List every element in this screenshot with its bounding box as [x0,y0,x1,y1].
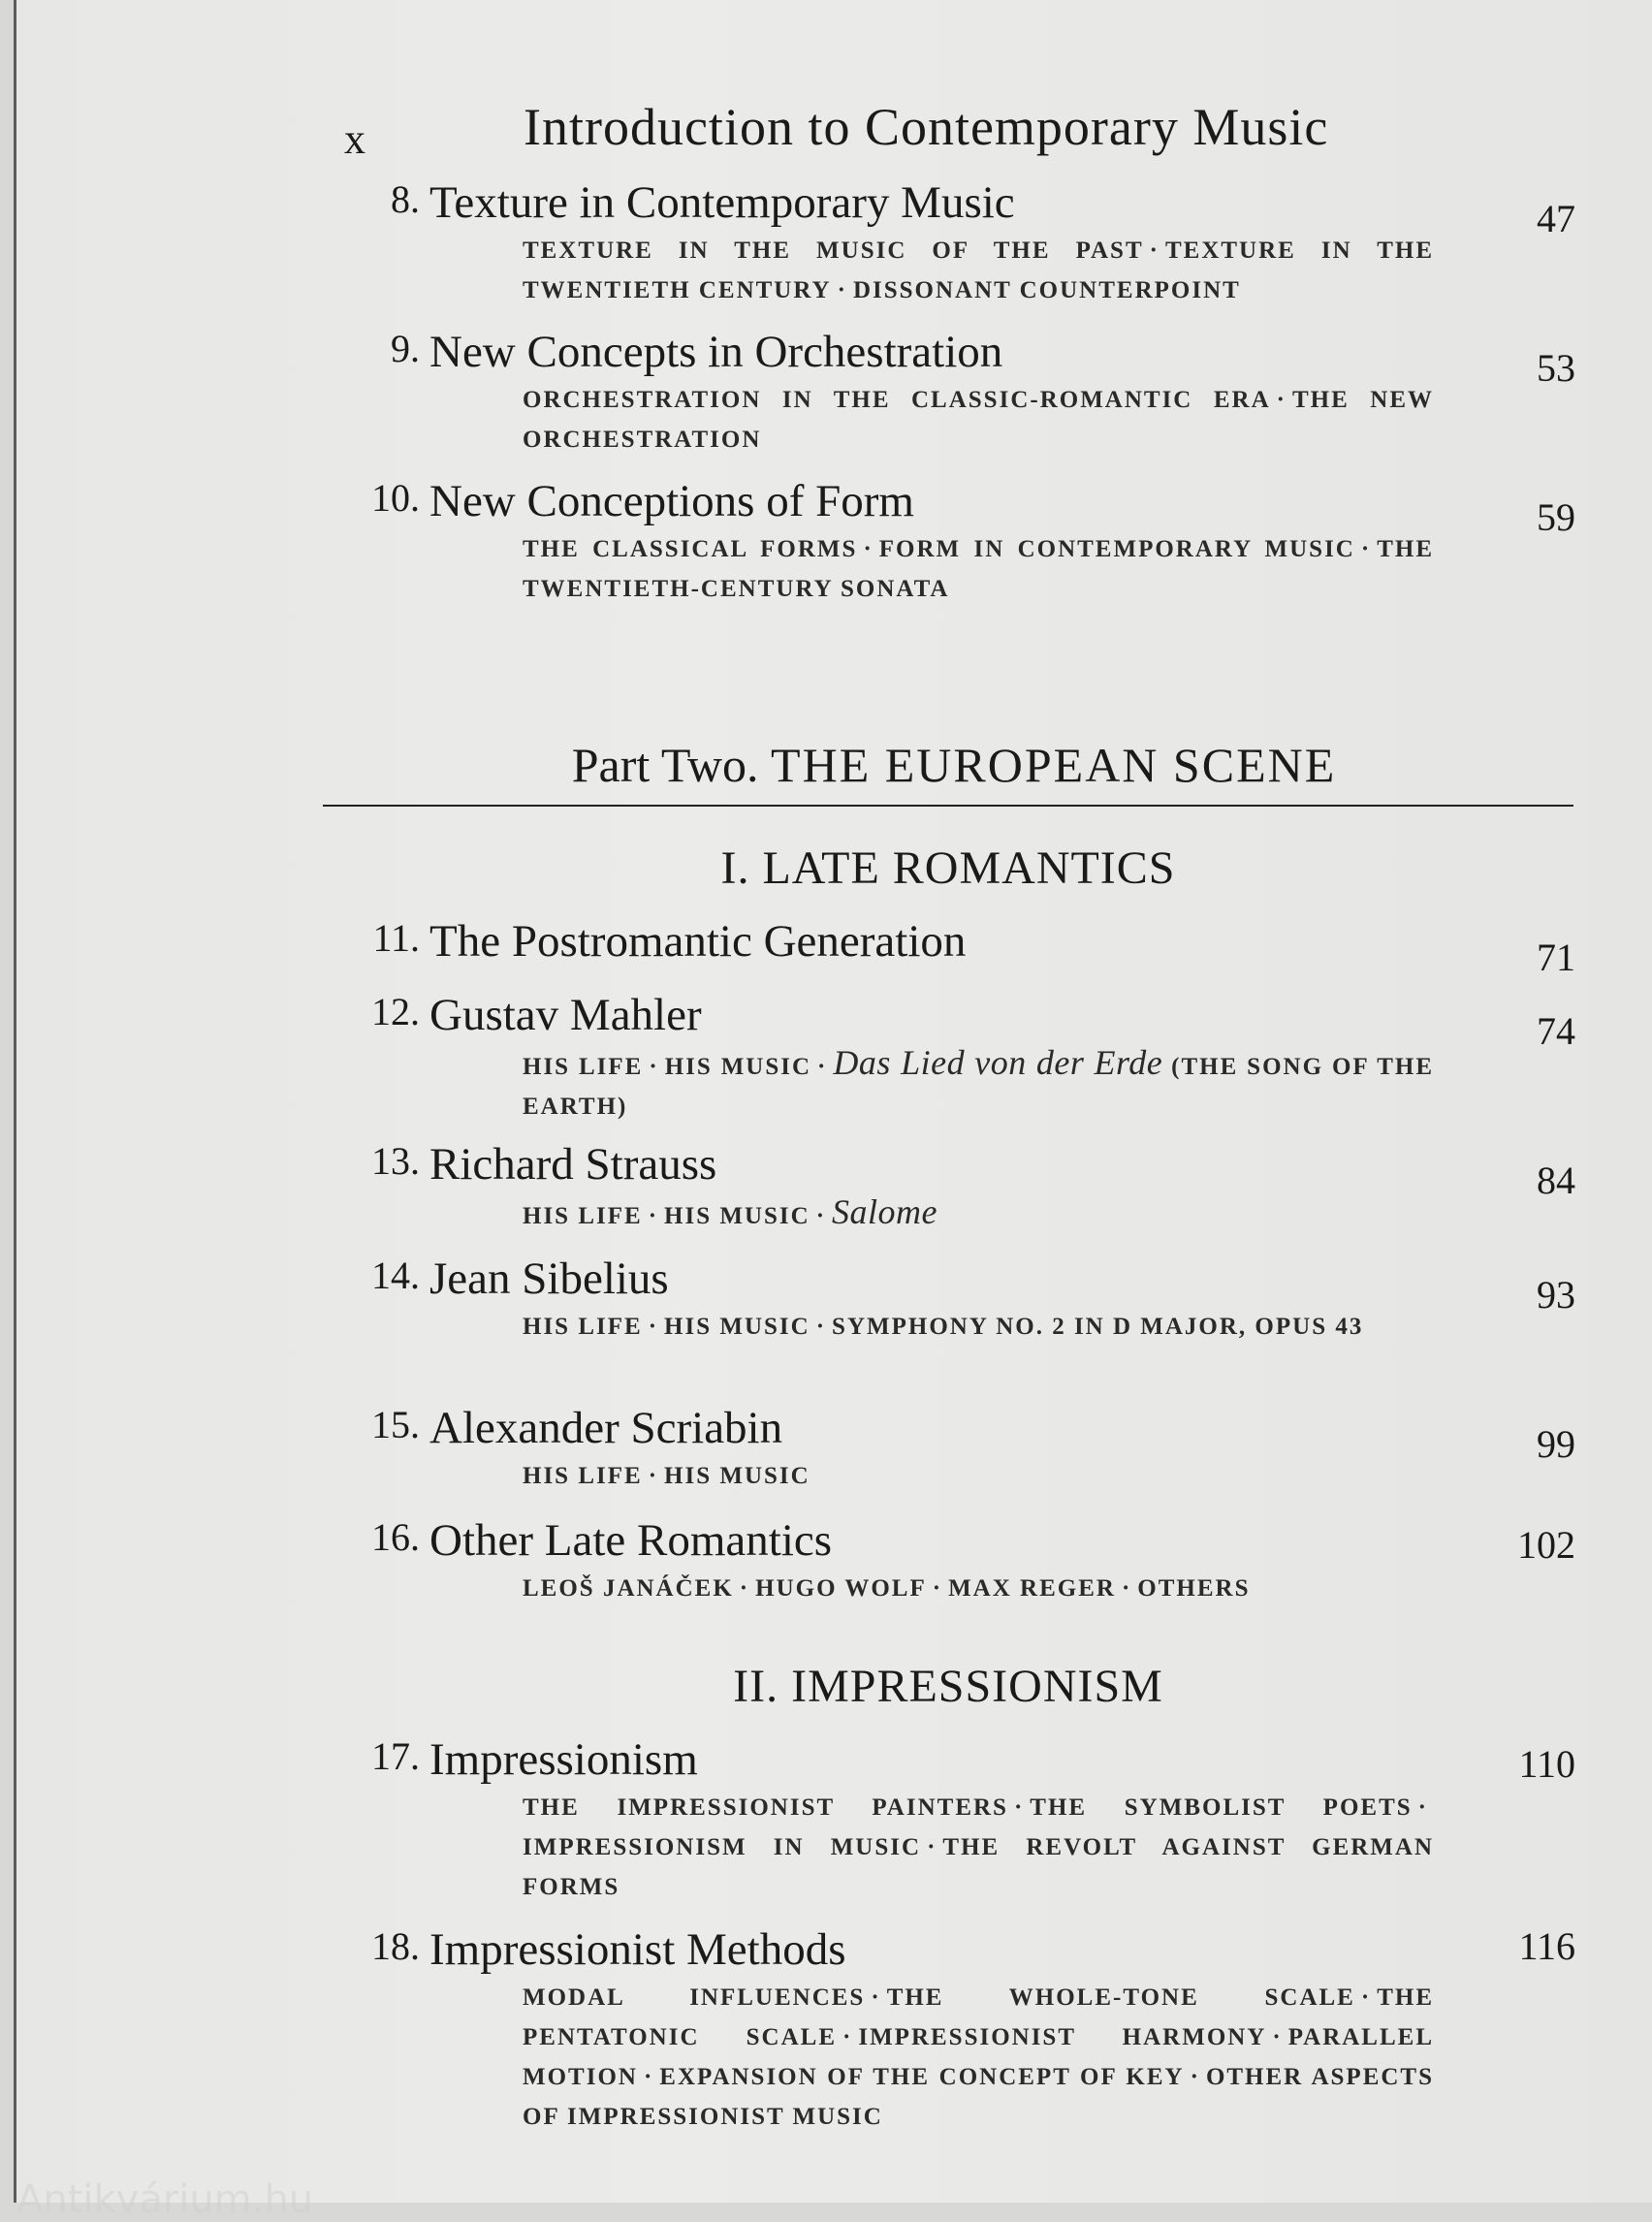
chapter-title: Texture in Contemporary Music [429,177,1015,228]
subtopic: ORCHESTRATION IN THE CLASSIC-ROMANTIC ERA [523,387,1271,413]
subtopic: HUGO WOLF [755,1575,927,1602]
chapter-title: Other Late Romantics [429,1515,833,1566]
chapter-subtopics: HIS LIFE · HIS MUSIC · Salome [523,1192,938,1231]
subtopic: HIS LIFE [523,1054,644,1080]
chapter-subtopics: HIS LIFE · HIS MUSIC · SYMPHONY NO. 2 IN D MAJOR, OPUS 43 [523,1314,1364,1340]
subtopic-work-title: Das Lied von der Erde [833,1043,1163,1082]
chapter-subtopics: HIS LIFE · HIS MUSIC · Das Lied von der Erde (THE SONG OF THE EARTH) [523,1043,1434,1120]
subtopic: HIS MUSIC [664,1054,812,1080]
section-heading-late-romantics: I. LATE ROMANTICS [720,842,1176,894]
page-number: 53 [1537,346,1575,390]
running-head [344,97,1595,165]
page-number: 71 [1537,936,1575,979]
chapter-title: New Conceptions of Form [429,476,914,526]
subtopic: TEXTURE IN THE MUSIC OF THE PAST [523,238,1144,264]
chapter-number: 15. [371,1403,420,1446]
subtopic: THE TWENTIETH-CENTURY SONATA [523,536,1434,602]
book-title: Introduction to Contemporary Music [524,98,1329,156]
chapter-number: 10. [371,476,420,520]
chapter-number: 11. [372,916,420,960]
page-number: 93 [1537,1273,1575,1317]
subtopic: PARALLEL MOTION [523,2024,1434,2090]
part-title: THE EUROPEAN SCENE [771,738,1337,792]
subtopic: EXPANSION OF THE CONCEPT OF KEY [659,2064,1185,2090]
subtopic: THE SYMBOLIST POETS [1030,1794,1413,1821]
watermark: Antikvárium.hu [16,2177,314,2222]
subtopic: HIS MUSIC [664,1203,810,1229]
subtopic: THE WHOLE-TONE SCALE [886,1984,1355,2011]
chapter-subtopics: THE IMPRESSIONIST PAINTERS · THE SYMBOLIST POETS ·IMPRESSIONISM IN MUSIC · THE REVOLT AGAINST GERMAN FORMS [523,1794,1435,1900]
section-heading-impressionism: II. IMPRESSIONISM [733,1661,1163,1712]
chapter-title: Richard Strauss [429,1139,717,1190]
chapter-title: Gustav Mahler [429,990,702,1040]
chapter-subtopics: TEXTURE IN THE MUSIC OF THE PAST · TEXTURE IN THE TWENTIETH CENTURY · DISSONANT COUNTERPOINT [523,238,1434,303]
page-number: 47 [1537,197,1575,240]
chapter-title: Impressionism [429,1734,698,1785]
subtopic: HIS MUSIC [664,1314,810,1340]
chapter-number: 9. [391,327,420,370]
chapter-subtopics: LEOŠ JANÁČEK · HUGO WOLF · MAX REGER · OTHERS [523,1575,1251,1602]
page-number: 59 [1537,495,1575,539]
subtopic: DISSONANT COUNTERPOINT [852,277,1241,303]
chapter-subtopics: HIS LIFE · HIS MUSIC [523,1463,810,1489]
chapter-title: Alexander Scriabin [429,1403,783,1453]
subtopic-work-title: Salome [832,1192,938,1231]
subtopic: HIS LIFE [523,1463,643,1489]
subtopic: MAX REGER [948,1575,1116,1602]
subtopic: TEXTURE IN THE TWENTIETH CENTURY [523,238,1434,303]
chapter-number: 17. [371,1734,420,1778]
subtopic: FORM IN CONTEMPORARY MUSIC [878,536,1355,562]
chapter-subtopics: ORCHESTRATION IN THE CLASSIC-ROMANTIC ERA · THE NEW ORCHESTRATION [523,387,1434,453]
page-number: 99 [1537,1422,1575,1466]
subtopic: LEOŠ JANÁČEK [523,1575,734,1602]
part-heading [336,737,1572,793]
chapter-number: 16. [371,1515,420,1559]
book-page [14,0,1652,2222]
subtopic: OTHER ASPECTS OF IMPRESSIONIST MUSIC [523,2064,1434,2130]
chapter-subtopics: THE CLASSICAL FORMS · FORM IN CONTEMPORARY MUSIC · THE TWENTIETH-CENTURY SONATA [523,536,1434,602]
chapter-title: The Postromantic Generation [429,916,967,967]
page-number: 84 [1537,1159,1575,1202]
part-rule-divider [323,805,1573,807]
subtopic: HIS MUSIC [664,1463,810,1489]
subtopic: HIS LIFE [523,1314,643,1340]
subtopic: MODAL INFLUENCES [523,1984,866,2011]
chapter-title: New Concepts in Orchestration [429,327,1003,377]
subtopic: IMPRESSIONISM IN MUSIC [523,1834,922,1860]
chapter-number: 12. [371,990,420,1033]
part-prefix: Part Two. [571,738,759,792]
subtopic: SYMPHONY NO. 2 IN D MAJOR, OPUS 43 [832,1314,1364,1340]
chapter-title: Jean Sibelius [429,1254,669,1304]
subtopic: HIS LIFE [523,1203,643,1229]
chapter-subtopics: MODAL INFLUENCES · THE WHOLE-TONE SCALE · THE PENTATONIC SCALE · IMPRESSIONIST HARMONY · PARALLEL MOTION · EXPANSION OF THE CONCEPT OF KEY · OTHER ASPECTS OF IMPRESSIONIST MUSIC [523,1984,1434,2130]
page-number: 74 [1537,1009,1575,1053]
page-folio: x [344,115,365,163]
chapter-number: 14. [371,1254,420,1297]
subtopic: THE PENTATONIC SCALE [523,1984,1434,2050]
subtopic: OTHERS [1137,1575,1251,1602]
subtopic: THE IMPRESSIONIST PAINTERS [523,1794,1008,1821]
chapter-number: 8. [391,177,420,221]
chapter-number: 13. [371,1139,420,1183]
page-number: 102 [1517,1523,1575,1567]
chapter-number: 18. [371,1924,420,1968]
subtopic: IMPRESSIONIST HARMONY [858,2024,1267,2050]
page-number: 110 [1518,1742,1575,1786]
chapter-title: Impressionist Methods [429,1924,846,1975]
subtopic: THE CLASSICAL FORMS [523,536,858,562]
subtopic: THE NEW ORCHESTRATION [523,387,1434,453]
subtopic: THE REVOLT AGAINST GERMAN FORMS [523,1834,1435,1900]
page-number: 116 [1518,1924,1575,1968]
subtopic-translation: (THE SONG OF THE EARTH) [523,1054,1434,1120]
